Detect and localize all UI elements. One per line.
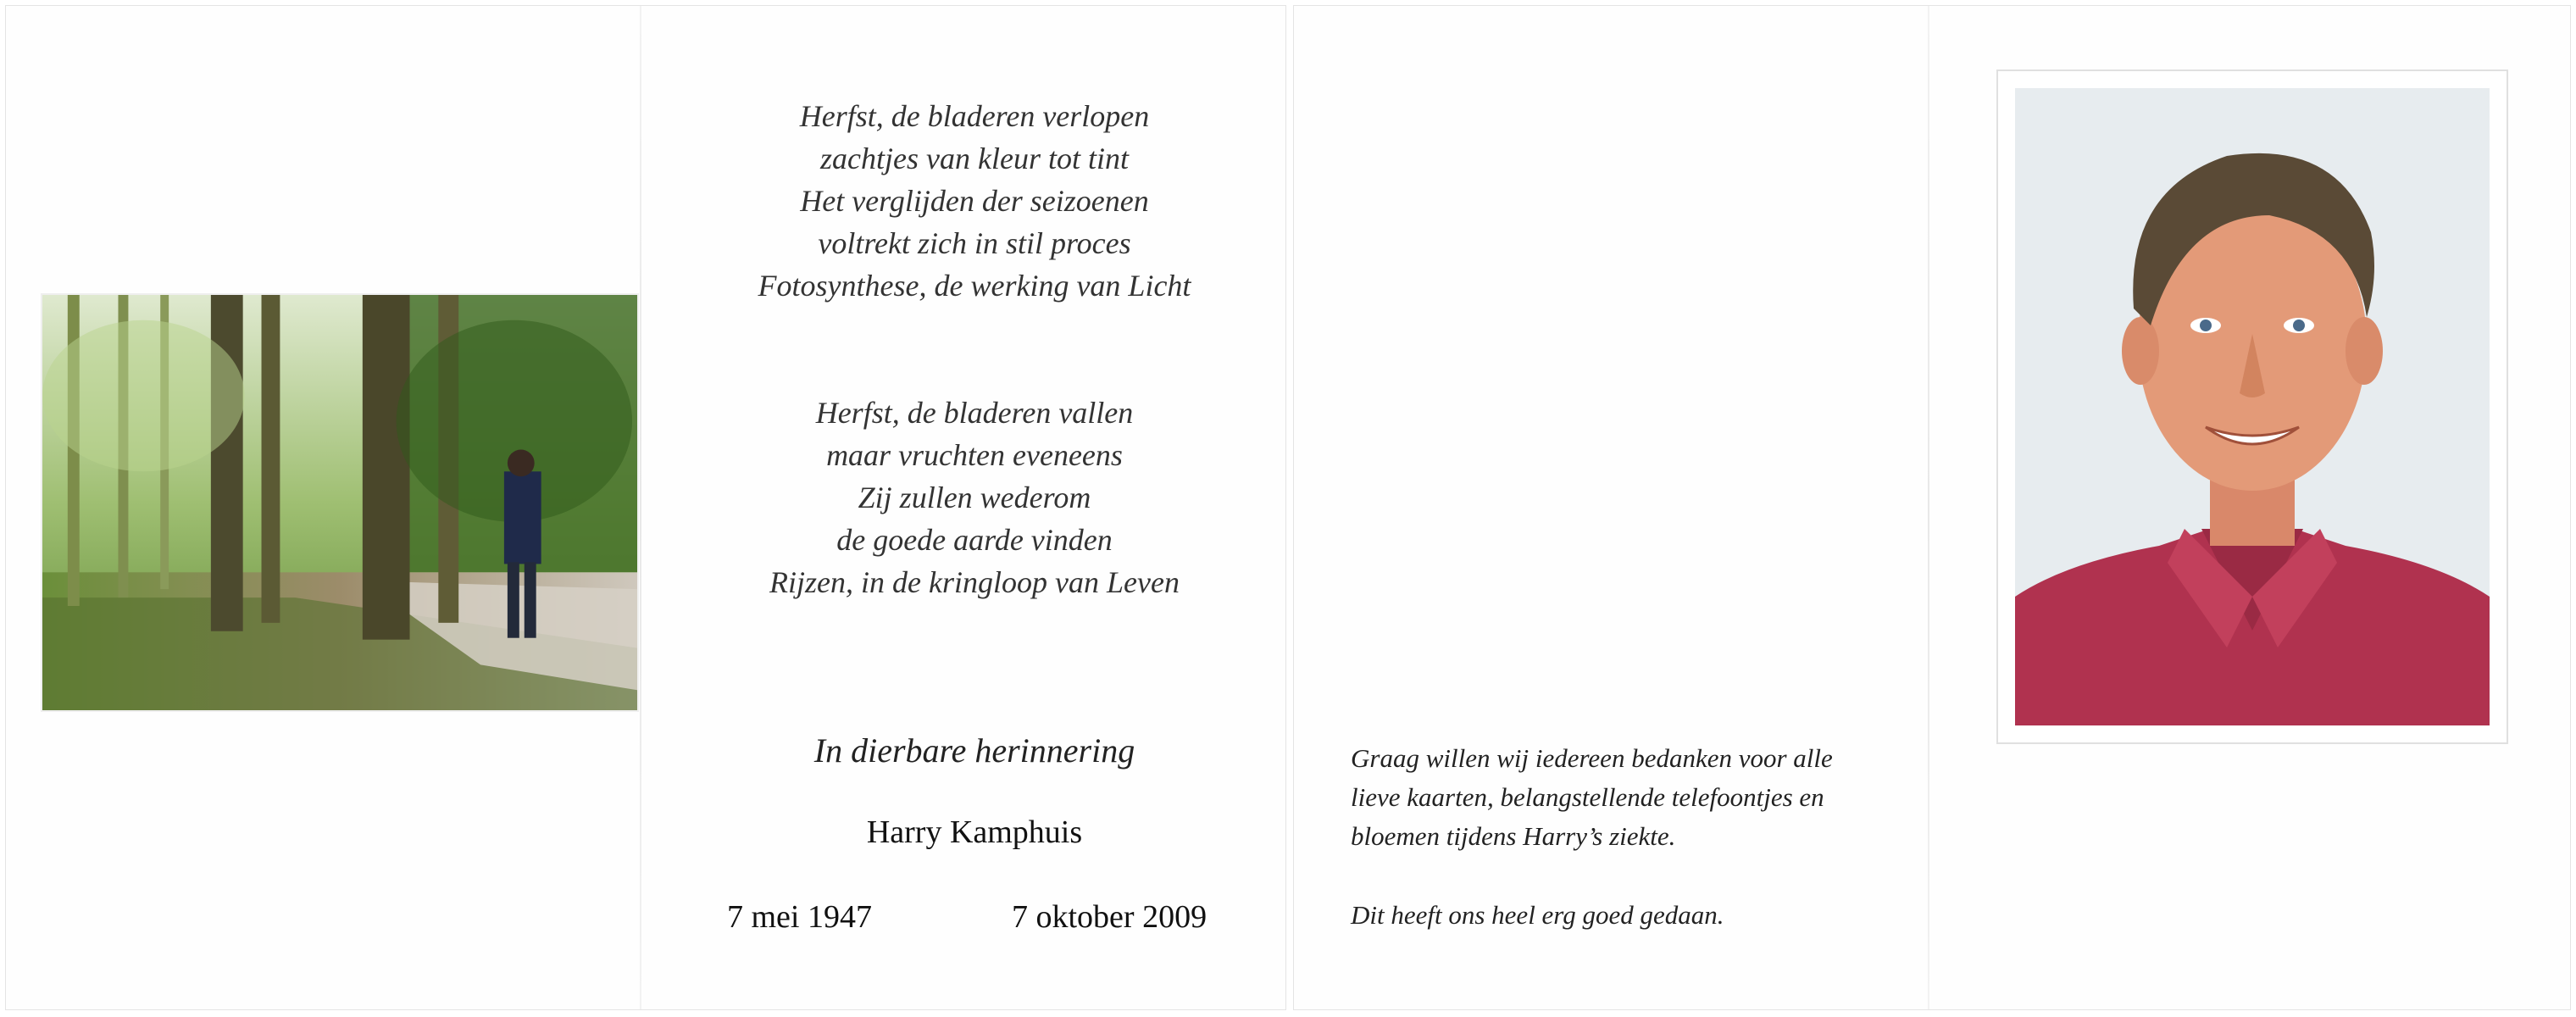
portrait-photo [2015,88,2490,725]
poem-line: Zij zullen wederom [858,481,1091,514]
poem-stanza-1 [686,95,1263,307]
poem-line: Het verglijden der seizoenen [800,184,1149,218]
poem-line: Fotosynthese, de werking van Licht [758,269,1191,303]
poem-line: Herfst, de bladeren vallen [815,396,1134,430]
poem-line: Rijzen, in de kringloop van Leven [769,565,1180,599]
poem-line: Herfst, de bladeren verlopen [799,99,1150,133]
birth-date: 7 mei 1947 [727,899,872,935]
poem-line: maar vruchten eveneens [826,438,1123,472]
thank-you-closing: Dit heeft ons heel erg goed gedaan. [1351,900,1724,930]
poem-stanza-2 [686,392,1263,603]
thank-you-line: bloemen tijdens Harry’s ziekte. [1351,821,1676,851]
deceased-name: Harry Kamphuis [866,814,1083,850]
death-date: 7 oktober 2009 [1012,899,1208,935]
thank-you-text [1351,739,1910,856]
portrait-frame [1996,69,2508,744]
thank-you-line: Graag willen wij iedereen bedanken voor alle [1351,743,1833,773]
card-fold-line [1928,6,1929,1009]
thank-you-line: lieve kaarten, belangstellende telefoontjes en [1351,782,1824,812]
memorial-heading: In dierbare herinnering [813,731,1135,770]
card-fold-line [640,6,641,1009]
poem-line: voltrekt zich in stil proces [818,226,1131,260]
poem-line: zachtjes van kleur tot tint [820,142,1129,175]
poem-line: de goede aarde vinden [836,523,1113,557]
forest-photo [41,293,639,712]
